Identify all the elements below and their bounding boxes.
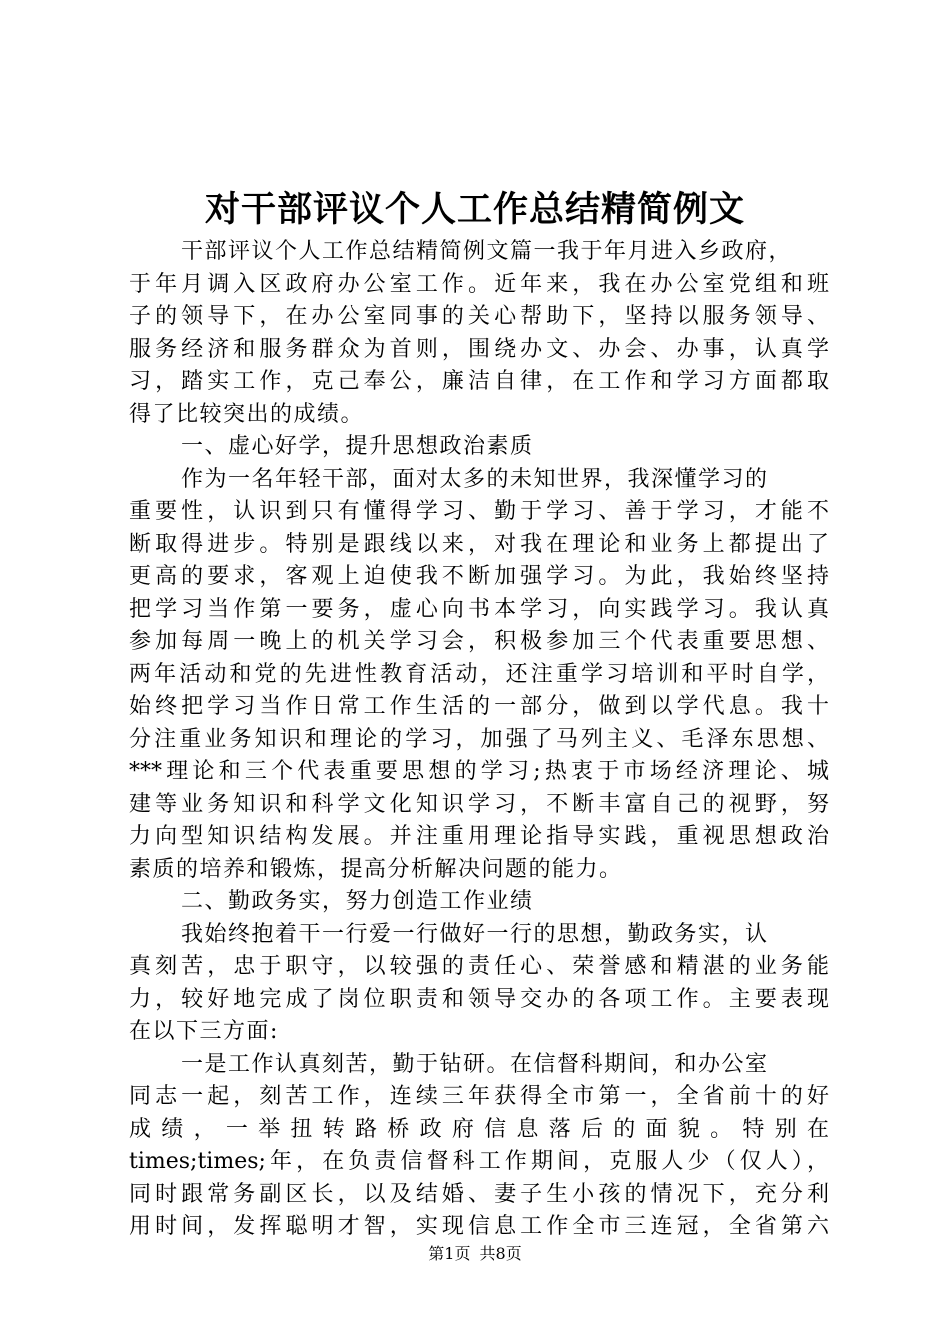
page-total: 共8页	[479, 1244, 522, 1263]
text-line: 真刻苦，忠于职守，以较强的责任心、荣誉感和精湛的业务能	[129, 954, 829, 979]
section-heading: 二、勤政务实，努力创造工作业绩	[181, 889, 534, 914]
text-line: 更高的要求，客观上迫使我不断加强学习。为此，我始终坚持	[129, 564, 829, 589]
text-line: 断取得进步。特别是跟线以来，对我在理论和业务上都提出了	[129, 531, 829, 557]
document-body	[129, 236, 829, 1244]
text-line: times;times;年，在负责信督科工作期间，克服人少（仅人），	[129, 1149, 829, 1174]
text-line: 得了比较突出的成绩。	[129, 401, 365, 427]
text-line: 分注重业务知识和理论的学习，加强了马列主义、毛泽东思想、	[129, 726, 829, 752]
text-line: 干部评议个人工作总结精简例文篇一我于年月进入乡政府，	[181, 239, 793, 264]
text-line: 在以下三方面:	[129, 1019, 279, 1044]
text-line: 参加每周一晚上的机关学习会，积极参加三个代表重要思想、	[129, 629, 829, 654]
page-number: 第1页	[428, 1244, 471, 1263]
text-line: 把学习当作第一要务，虚心向书本学习，向实践学习。我认真	[129, 596, 829, 622]
document-title: 对干部评议个人工作总结精简例文	[204, 189, 745, 230]
text-line: 建等业务知识和科学文化知识学习，不断丰富自己的视野，努	[129, 791, 829, 817]
text-line: 子的领导下，在办公室同事的关心帮助下，坚持以服务领导、	[129, 304, 829, 329]
section-heading: 一、虚心好学，提升思想政治素质	[181, 434, 534, 459]
text-line: 两年活动和党的先进性教育活动，还注重学习培训和平时自学，	[129, 661, 829, 687]
text-line: 同志一起，刻苦工作，连续三年获得全市第一，全省前十的好	[129, 1084, 829, 1109]
text-line: 习，踏实工作，克己奉公，廉洁自律，在工作和学习方面都取	[129, 369, 829, 394]
text-line: 我始终抱着干一行爱一行做好一行的思想，勤政务实，认	[181, 921, 769, 947]
page-footer	[0, 1242, 950, 1266]
text-line: 服务经济和服务群众为首则，围绕办文、办会、办事，认真学	[129, 336, 829, 362]
text-line: 一是工作认真刻苦，勤于钻研。在信督科期间，和办公室	[181, 1051, 769, 1077]
text-line: ***理论和三个代表重要思想的学习;热衷于市场经济理论、城	[129, 759, 829, 784]
text-line: 用时间，发挥聪明才智，实现信息工作全市三连冠，全省第六	[129, 1214, 829, 1239]
text-line: 于年月调入区政府办公室工作。近年来，我在办公室党组和班	[129, 271, 829, 297]
text-line: 始终把学习当作日常工作生活的一部分，做到以学代息。我十	[129, 694, 829, 719]
text-line: 成绩，一举扭转路桥政府信息落后的面貌。特别在	[129, 1116, 829, 1142]
text-line: 素质的培养和锻炼，提高分析解决问题的能力。	[129, 856, 623, 882]
text-line: 作为一名年轻干部，面对太多的未知世界，我深懂学习的	[181, 466, 769, 492]
text-line: 同时跟常务副区长，以及结婚、妻子生小孩的情况下，充分利	[129, 1181, 829, 1207]
text-line: 重要性，认识到只有懂得学习、勤于学习、善于学习，才能不	[129, 499, 829, 524]
text-line: 力向型知识结构发展。并注重用理论指导实践，重视思想政治	[129, 824, 829, 849]
text-line: 力，较好地完成了岗位职责和领导交办的各项工作。主要表现	[129, 986, 829, 1012]
